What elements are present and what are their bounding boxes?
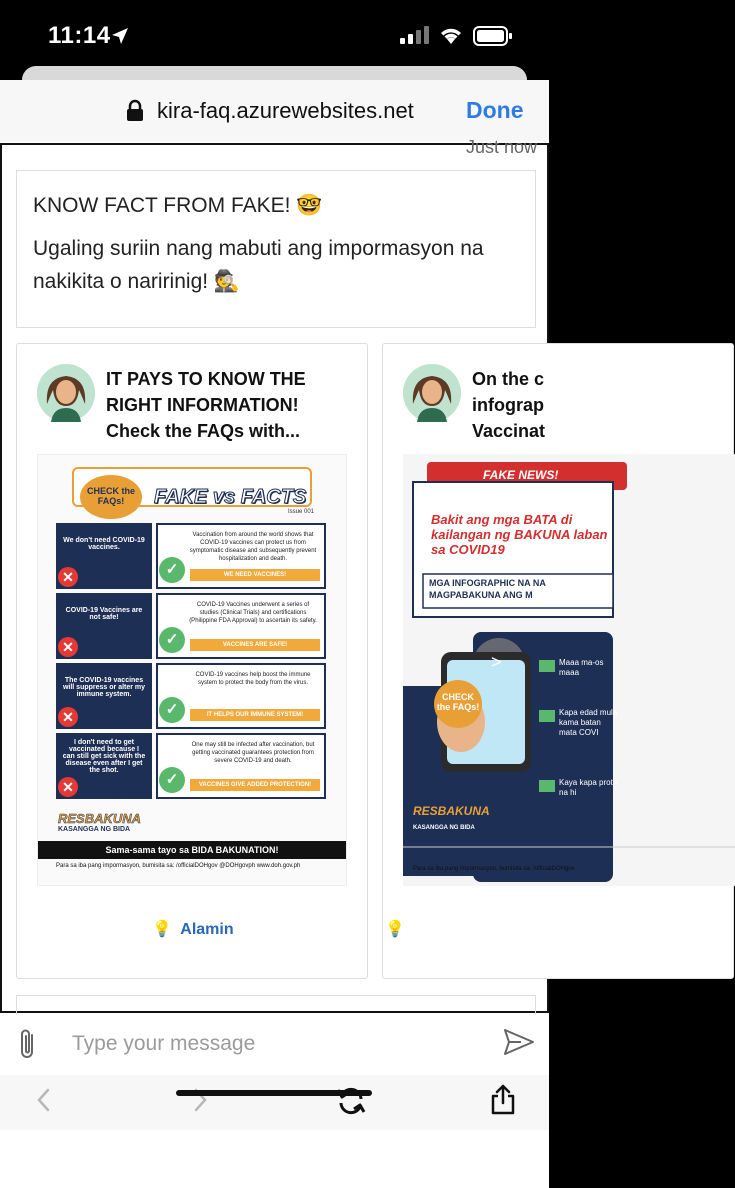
cross-icon: ✕ bbox=[58, 707, 78, 727]
fact-text: COVID-19 vaccines help boost the immune system to protect the body from the virus. bbox=[156, 663, 326, 729]
fact-text: COVID-19 Vaccines underwent a series of studies (Clinical Trials) and certifications (Philippine FDA Approval) to ascertain its safety. bbox=[156, 593, 326, 659]
check-icon: ✓ bbox=[159, 767, 185, 793]
check-item: Kapa edad mula kama batan mata COVI bbox=[559, 708, 618, 737]
alamin-label: Alamin bbox=[180, 921, 234, 938]
cross-icon: ✕ bbox=[58, 567, 78, 587]
web-content bbox=[0, 137, 618, 1013]
myth-fact-row bbox=[56, 663, 346, 729]
bot-avatar bbox=[37, 364, 95, 422]
poster-badge: CHECK the FAQs! bbox=[80, 475, 142, 519]
check-item: Kaya kapa prote na hi bbox=[559, 778, 618, 797]
card-title: On the c infograp Vaccinat bbox=[472, 369, 546, 441]
carousel-card-2[interactable] bbox=[382, 343, 734, 979]
location-arrow-icon bbox=[110, 26, 130, 46]
myth-text: COVID-19 Vaccines are not safe! bbox=[56, 593, 152, 659]
myth-text: I don't need to get vaccinated because I can still get sick with the disease even after I get the shot. bbox=[56, 733, 152, 799]
carousel-card-1[interactable] bbox=[16, 343, 368, 979]
infographic-poster bbox=[403, 454, 735, 886]
resbakuna-logo: RESBAKUNA KASANGGA NG BIDA bbox=[413, 804, 490, 831]
lightbulb-icon: 💡 bbox=[152, 921, 173, 938]
poster-footer: Para sa iba pang impormasyon, bumisita sa: /officialDOHgov @DOHgovph www.doh.gov.ph bbox=[56, 863, 301, 869]
in-app-browser-sheet bbox=[0, 80, 618, 1188]
myth-text: We don't need COVID-19 vaccines. bbox=[56, 523, 152, 589]
cross-icon: ✕ bbox=[58, 777, 78, 797]
lightbulb-icon: 💡 bbox=[385, 921, 405, 938]
infographic-tagline: Bakit ang mga BATA di kailangan ng BAKUNA laban sa COVID19 bbox=[431, 512, 608, 557]
fact-label: IT HELPS OUR IMMUNE SYSTEM! bbox=[190, 709, 320, 721]
home-indicator[interactable] bbox=[176, 1090, 372, 1096]
myth-text: The COVID-19 vaccines will suppress or alter my immune system. bbox=[56, 663, 152, 729]
message-composer bbox=[0, 1015, 549, 1073]
card-title: IT PAYS TO KNOW THE RIGHT INFORMATION! Check the FAQs with... bbox=[106, 369, 306, 441]
status-bar bbox=[0, 0, 549, 70]
check-icon: ✓ bbox=[159, 557, 185, 583]
message-headline: KNOW FACT FROM FAKE! 🤓 bbox=[33, 194, 323, 217]
myth-fact-row bbox=[56, 593, 346, 659]
wifi-icon bbox=[438, 24, 464, 46]
url-bar bbox=[0, 80, 549, 142]
message-input[interactable] bbox=[60, 1023, 480, 1065]
page-url: kira-faq.azurewebsites.net bbox=[157, 98, 414, 123]
card-2-action[interactable] bbox=[223, 919, 575, 939]
cross-icon: ✕ bbox=[58, 637, 78, 657]
paperclip-icon[interactable] bbox=[16, 1027, 38, 1061]
faq-badge: CHECK the FAQs! bbox=[436, 692, 480, 712]
myth-fact-row bbox=[56, 523, 346, 589]
cellular-signal-icon bbox=[400, 26, 430, 44]
send-icon[interactable] bbox=[503, 1028, 535, 1056]
infographic-subtitle: MGA INFOGRAPHIC NA NA MAGPABAKUNA ANG M bbox=[429, 578, 546, 600]
fact-text: One may still be infected after vaccination, but getting vaccinated guarantees protection from severe COVID-19 and death. bbox=[156, 733, 326, 799]
fake-news-label: FAKE NEWS! bbox=[483, 468, 559, 482]
poster-heading: FAKE vs FACTS bbox=[154, 486, 307, 508]
poster-header bbox=[72, 467, 312, 507]
check-icon: ✓ bbox=[159, 627, 185, 653]
back-icon[interactable] bbox=[34, 1085, 54, 1115]
share-icon[interactable] bbox=[490, 1083, 516, 1115]
chat-message-bubble bbox=[16, 170, 536, 328]
bot-avatar bbox=[403, 364, 461, 422]
battery-icon bbox=[473, 26, 513, 46]
fake-vs-facts-poster bbox=[37, 454, 347, 886]
check-item: Maaa ma-os maaa bbox=[559, 658, 604, 677]
fact-label: WE NEED VACCINES! bbox=[190, 569, 320, 581]
fact-text: Vaccination from around the world shows that COVID-19 vaccines can protect us from symptomatic disease and subsequently prevent hospitalization and death. bbox=[156, 523, 326, 589]
carousel-next-icon[interactable]: > bbox=[491, 652, 502, 672]
myth-fact-row bbox=[56, 733, 346, 799]
fact-label: VACCINES GIVE ADDED PROTECTION! bbox=[190, 779, 320, 791]
browser-toolbar bbox=[0, 1075, 549, 1130]
message-body: Ugaling suriin nang mabuti ang impormasyon na nakikita o naririnig! 🕵️ bbox=[33, 237, 484, 293]
lock-icon bbox=[126, 100, 144, 122]
infographic-footer: Para sa iba pang impormasyon, bumisita sa: /officialDOHgov bbox=[413, 866, 575, 872]
resbakuna-logo: RESBAKUNA KASANGGA NG BIDA bbox=[58, 811, 142, 833]
message-timestamp: Just now bbox=[465, 137, 537, 157]
status-time: 11:14 bbox=[48, 22, 111, 49]
poster-banner: Sama-sama tayo sa BIDA BAKUNATION! bbox=[38, 841, 346, 859]
poster-issue: Issue 001 bbox=[288, 509, 315, 515]
fact-label: VACCINES ARE SAFE! bbox=[190, 639, 320, 651]
done-button[interactable]: Done bbox=[466, 97, 524, 123]
check-icon: ✓ bbox=[159, 697, 185, 723]
